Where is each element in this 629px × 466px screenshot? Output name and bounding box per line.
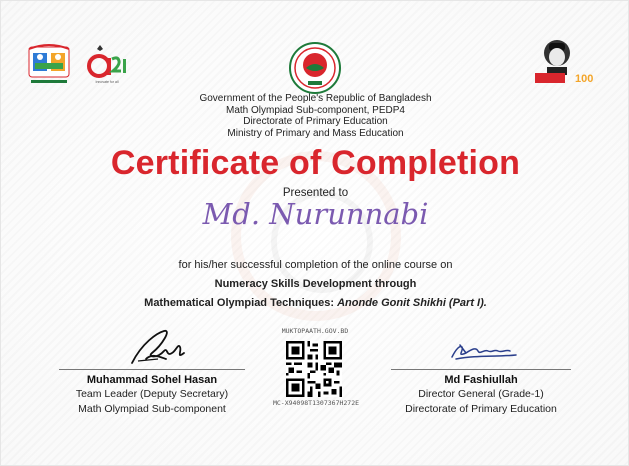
signature-right-icon xyxy=(426,323,536,367)
description-line-2: Numeracy Skills Development through xyxy=(214,278,417,290)
signatory-right-role-1: Director General (Grade-1) xyxy=(418,388,544,400)
svg-text:100: 100 xyxy=(575,73,594,85)
qr-code-icon xyxy=(286,341,342,397)
verification-site: MUKTOPAATH.GOV.BD xyxy=(281,327,349,335)
signatory-left-role-1: Team Leader (Deputy Secretary) xyxy=(75,388,229,400)
course-name: Anonde Gonit Shikhi (Part I). xyxy=(337,297,487,309)
description-line-1: for his/her successful completion of the online course on xyxy=(178,259,453,271)
signature-line-right xyxy=(391,369,571,370)
recipient-name: Md. Nurunnabi xyxy=(202,197,429,231)
a2i-tagline: Innovate for all xyxy=(95,80,119,84)
signatory-left xyxy=(59,323,245,416)
mujib-100-logo xyxy=(531,37,603,87)
signatory-right-role-2: Directorate of Primary Education xyxy=(405,403,557,415)
issuer-line-2: Math Olympiad Sub-component, PEDP4 xyxy=(226,104,405,116)
signatory-left-role-2: Math Olympiad Sub-component xyxy=(78,403,226,415)
course-prefix: Mathematical Olympiad Techniques: xyxy=(144,297,338,309)
signature-left-icon xyxy=(102,323,202,367)
issuer-header xyxy=(1,93,629,139)
a2i-logo xyxy=(85,41,129,85)
presented-to-label: Presented to xyxy=(282,187,349,199)
verification-code: MC-X94098T1307367H272E xyxy=(272,399,360,407)
signature-line-left xyxy=(59,369,245,370)
government-seal-icon xyxy=(288,41,342,95)
certificate-title: Certificate of Completion xyxy=(110,144,521,182)
primary-education-logo xyxy=(25,43,73,87)
issuer-line-1: Government of the People's Republic of Bangladesh xyxy=(199,93,432,104)
issuer-line-3: Directorate of Primary Education xyxy=(243,116,388,127)
signatory-right-name: Md Fashiullah xyxy=(444,374,518,386)
signatory-left-name: Muhammad Sohel Hasan xyxy=(86,374,218,386)
signatory-right xyxy=(391,323,571,416)
description-line-3 xyxy=(1,297,629,309)
issuer-line-4: Ministry of Primary and Mass Education xyxy=(227,127,404,139)
